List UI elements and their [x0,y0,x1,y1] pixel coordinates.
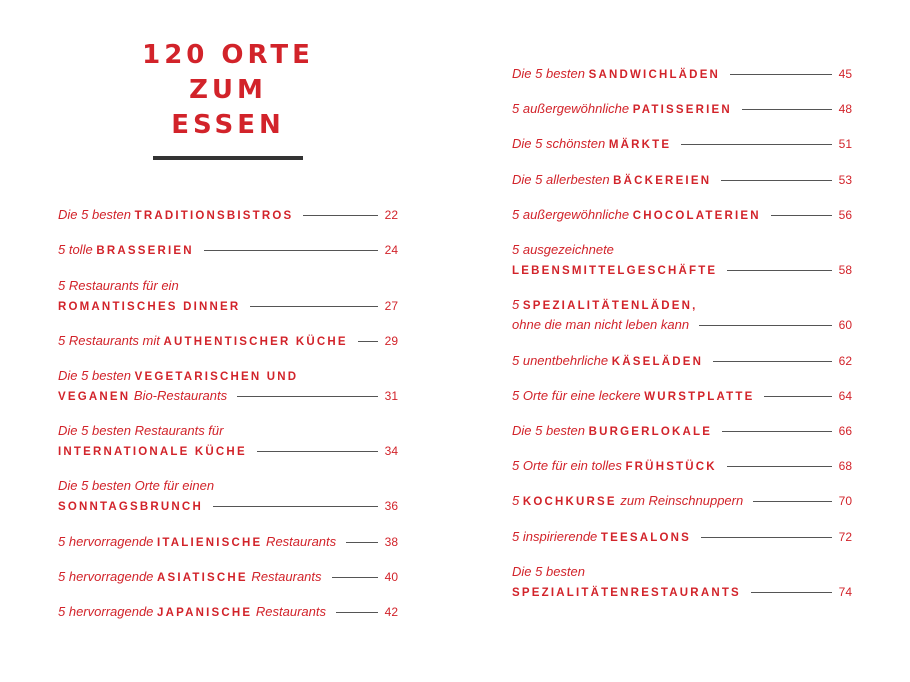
toc-entry-line [512,64,852,84]
toc-text: 5 Orte für eine leckere [512,388,645,403]
title-line-3: ESSEN [171,110,285,140]
toc-entry-line [58,331,398,351]
toc-entry-text [512,242,614,257]
toc-text: 5 Restaurants für ein [58,278,179,293]
toc-entry[interactable] [512,491,852,511]
toc-entry-line [512,562,852,582]
toc-entry-text [58,569,322,584]
toc-text: 5 Orte für ein tolles [512,458,626,473]
toc-text: Restaurants [247,569,322,584]
toc-entry[interactable] [58,331,398,351]
toc-text: Die 5 besten Orte für einen [58,478,215,493]
toc-entry-text [512,66,720,81]
leader-line [358,341,378,342]
toc-entry[interactable] [512,170,852,190]
toc-heading: JAPANISCHE [157,607,253,619]
page-number: 29 [384,334,398,348]
toc-entry[interactable] [512,456,852,476]
toc-entry-line [58,567,398,587]
toc-entry-line [58,205,398,225]
toc-heading: BURGERLOKALE [588,426,713,438]
toc-heading: TEESALONS [600,532,691,544]
toc-heading: MÄRKTE [608,139,672,151]
toc-entry[interactable] [512,386,852,406]
toc-entry-text [512,262,717,277]
toc-heading: LEBENSMITTELGESCHÄFTE [512,265,718,277]
page-number: 22 [384,208,398,222]
leader-line [213,506,378,507]
toc-entry[interactable] [58,205,398,225]
toc-entry[interactable] [58,532,398,552]
page-number: 42 [384,605,398,619]
toc-entry-line [512,456,852,476]
toc-entry[interactable] [58,567,398,587]
toc-heading: SPEZIALITÄTENLÄDEN, [522,300,698,312]
toc-text: ohne die man nicht leben kann [512,317,690,332]
leader-line [721,180,832,181]
toc-heading: FRÜHSTÜCK [625,461,717,473]
leader-line [303,215,378,216]
toc-heading: VEGANEN [58,391,131,403]
toc-text: 5 außergewöhnliche [512,207,633,222]
toc-text: Die 5 besten [58,368,135,383]
toc-text: zum Reinschnuppern [616,493,744,508]
leader-line [722,431,832,432]
toc-heading: BRASSERIEN [96,245,194,257]
leader-line [742,109,832,110]
toc-entry[interactable] [512,562,852,602]
toc-entry-line [58,296,398,316]
leader-line [681,144,832,145]
leader-line [764,396,832,397]
toc-heading: BÄCKEREIEN [613,175,712,187]
toc-text: Restaurants [252,604,326,619]
toc-entry-line [58,421,398,441]
page-number: 27 [384,299,398,313]
toc-entry-text [512,317,689,332]
page-number: 72 [838,530,852,544]
page-number: 66 [838,424,852,438]
toc-entry-text [58,242,194,257]
page-number: 53 [838,173,852,187]
page-number: 60 [838,318,852,332]
toc-text: Die 5 allerbesten [512,172,614,187]
toc-entry-line [512,134,852,154]
toc-heading: TRADITIONSBISTROS [134,210,294,222]
toc-text: 5 ausgezeichnete [512,242,614,257]
toc-heading: ROMANTISCHES DINNER [58,301,241,313]
toc-text: 5 tolle [58,242,97,257]
toc-entry-line [512,260,852,280]
toc-text: Die 5 besten [512,66,589,81]
toc-entry-text [58,534,336,549]
leader-line [727,466,832,467]
toc-entry[interactable] [512,351,852,371]
leader-line [699,325,832,326]
toc-heading: AUTHENTISCHER KÜCHE [163,336,348,348]
toc-text: 5 hervorragende [58,569,158,584]
toc-entry-line [512,491,852,511]
toc-entry-text [512,388,754,403]
toc-entry-line [512,421,852,441]
toc-entry-line [58,602,398,622]
toc-entry-text [58,388,227,403]
toc-text: 5 hervorragende [58,604,158,619]
toc-entry-line [58,476,398,496]
leader-line [730,74,832,75]
leader-line [204,250,378,251]
toc-entry-text [512,207,761,222]
toc-entry-text [58,478,214,493]
toc-heading: SPEZIALITÄTENRESTAURANTS [512,587,741,599]
leader-line [336,612,378,613]
toc-entry-line [58,276,398,296]
toc-text: Die 5 besten [58,207,135,222]
page-number: 31 [384,389,398,403]
toc-entry-line [58,496,398,516]
toc-text: Die 5 besten [512,423,589,438]
toc-entry-text [512,172,711,187]
toc-entry[interactable] [512,527,852,547]
toc-heading: KÄSELÄDEN [611,356,704,368]
leader-line [257,451,378,452]
page-number: 74 [838,585,852,599]
title-line-1: 120 ORTE [142,40,314,70]
title-line-2: ZUM [189,75,267,105]
toc-entry-text [58,443,247,458]
toc-heading: SANDWICHLÄDEN [588,69,721,81]
toc-text: 5 [512,493,523,508]
page-number: 56 [838,208,852,222]
leader-line [346,542,378,543]
toc-entry[interactable] [58,276,398,316]
toc-entry-text [512,423,712,438]
leader-line [727,270,832,271]
toc-text: 5 hervorragende [58,534,158,549]
leader-line [250,306,378,307]
page-title [142,38,314,143]
leader-line [713,361,832,362]
toc-heading: WURSTPLATTE [644,391,755,403]
page-number: 68 [838,459,852,473]
toc-heading: PATISSERIEN [632,104,732,116]
page-number: 45 [838,67,852,81]
toc-entry-text [58,423,223,438]
toc-text: Restaurants [262,534,337,549]
toc-heading: ASIATISCHE [157,572,248,584]
toc-text: 5 unentbehrliche [512,353,612,368]
toc-entry-text [512,564,585,579]
leader-line [771,215,832,216]
page-number: 36 [384,499,398,513]
toc-text: 5 außergewöhnliche [512,101,633,116]
title-divider [153,156,303,160]
page-number: 34 [384,444,398,458]
toc-text: Die 5 besten Restaurants für [58,423,224,438]
toc-entry[interactable] [512,240,852,280]
toc-entry-line [512,240,852,260]
toc-entry-line [58,532,398,552]
toc-entry-text [512,297,698,312]
toc-entry-text [512,529,691,544]
page-number: 62 [838,354,852,368]
toc-entry-text [58,298,240,313]
toc-entry[interactable] [58,421,398,461]
page-number: 51 [838,137,852,151]
page-number: 40 [384,570,398,584]
leader-line [332,577,378,578]
toc-heading: ITALIENISCHE [157,537,263,549]
toc-text: Bio-Restaurants [130,388,228,403]
page-number: 70 [838,494,852,508]
toc-entry-line [512,527,852,547]
toc-heading: INTERNATIONALE KÜCHE [58,446,247,458]
toc-text: Die 5 besten [512,564,585,579]
toc-entry-line [512,170,852,190]
toc-entry[interactable] [512,295,852,335]
toc-entry-text [512,353,703,368]
toc-heading: CHOCOLATERIEN [632,210,761,222]
toc-entry-line [58,386,398,406]
toc-entry-line [512,315,852,335]
page-number: 48 [838,102,852,116]
toc-entry[interactable] [512,421,852,441]
toc-entry-text [58,207,293,222]
toc-entry-text [58,333,348,348]
toc-heading: SONNTAGSBRUNCH [58,501,203,513]
toc-text: 5 Restaurants mit [58,333,164,348]
toc-entry-line [512,205,852,225]
page-number: 38 [384,535,398,549]
toc-entry-text [58,498,203,513]
toc-entry-line [512,99,852,119]
toc-text: 5 inspirierende [512,529,601,544]
toc-entry[interactable] [512,99,852,119]
toc-entry-text [512,458,717,473]
toc-text: 5 [512,297,523,312]
toc-entry[interactable] [58,240,398,260]
leader-line [751,592,832,593]
toc-entry-text [512,493,743,508]
toc-entry-line [58,240,398,260]
toc-entry-text [512,584,741,599]
toc-heading: VEGETARISCHEN UND [134,371,299,383]
toc-entry-text [512,136,671,151]
page-number: 64 [838,389,852,403]
toc-entry-text [58,604,326,619]
toc-entry[interactable] [512,64,852,84]
toc-entry-text [512,101,732,116]
toc-entry[interactable] [512,134,852,154]
toc-entry-text [58,278,179,293]
leader-line [237,396,378,397]
toc-entry-line [58,441,398,461]
toc-text: Die 5 schönsten [512,136,609,151]
toc-entry-text [58,368,298,383]
page-number: 58 [838,263,852,277]
toc-entry-line [512,351,852,371]
page-number: 24 [384,243,398,257]
toc-entry-line [512,386,852,406]
toc-entry[interactable] [58,602,398,622]
toc-entry[interactable] [58,476,398,516]
toc-entry[interactable] [512,205,852,225]
toc-entry-line [512,295,852,315]
toc-entry-line [58,366,398,386]
toc-entry[interactable] [58,366,398,406]
toc-entry-line [512,582,852,602]
toc-heading: KOCHKURSE [522,496,617,508]
leader-line [753,501,832,502]
leader-line [701,537,832,538]
